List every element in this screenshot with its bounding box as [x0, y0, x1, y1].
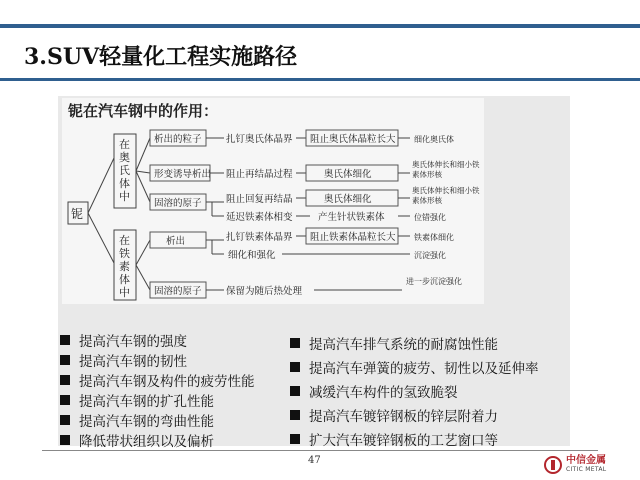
outcome-label: 位错强化 — [414, 213, 446, 222]
bullet-square-icon — [60, 415, 70, 425]
connector-line — [88, 213, 114, 263]
list-item: 提高汽车钢的扩孔性能 — [60, 390, 255, 410]
bullet-square-icon — [290, 338, 300, 348]
result-label: 产生针状铁素体 — [318, 212, 385, 223]
effect-label: 保留为随后热处理 — [226, 286, 303, 297]
list-item: 提高汽车钢及构件的疲劳性能 — [60, 370, 255, 390]
list-item: 提高汽车钢的弯曲性能 — [60, 410, 255, 430]
title-rule — [0, 78, 640, 81]
list-item: 扩大汽车镀锌钢板的工艺窗口等 — [290, 427, 539, 451]
list-item: 提高汽车钢的韧性 — [60, 350, 255, 370]
bullet-square-icon — [60, 335, 70, 345]
bullet-square-icon — [60, 435, 70, 445]
page-number: 47 — [308, 455, 321, 466]
result-label: 阻止铁素体晶粒长大 — [310, 232, 396, 243]
bullet-list-right — [290, 331, 539, 451]
list-item: 提高汽车弹簧的疲劳、韧性以及延伸率 — [290, 355, 539, 379]
connector-line — [88, 158, 114, 213]
logo-text — [566, 455, 606, 474]
cause-label: 固溶的原子 — [154, 198, 202, 209]
bullet-square-icon — [60, 375, 70, 385]
branch-ferrite-label: 在铁素体中 — [119, 234, 130, 299]
cause-label: 析出 — [166, 236, 186, 247]
connector-line — [136, 265, 150, 290]
outcome-label: 铁素体细化 — [414, 233, 454, 242]
effect-label: 延迟铁素体相变 — [226, 212, 293, 223]
effect-label: 扎钉铁素体晶界 — [226, 232, 293, 243]
footer-rule — [42, 450, 598, 451]
connector-line — [136, 138, 150, 171]
bullet-square-icon — [290, 386, 300, 396]
bullet-list-left — [60, 330, 255, 450]
root-label: 铌 — [71, 207, 84, 221]
branch-austenite-label: 在奥氏体中 — [119, 138, 130, 203]
top-accent-bar — [0, 24, 640, 28]
effect-label: 阻止再结晶过程 — [226, 169, 293, 180]
diagram-heading: 铌在汽车钢中的作用： — [68, 102, 219, 120]
list-item: 提高汽车排气系统的耐腐蚀性能 — [290, 331, 539, 355]
outcome-label: 沉淀强化 — [414, 251, 446, 260]
logo-name-cn: 中信金属 — [566, 455, 606, 466]
bullet-square-icon — [290, 410, 300, 420]
result-label: 奥氏体细化 — [324, 194, 372, 205]
cause-label: 析出的粒子 — [154, 134, 202, 145]
list-item: 提高汽车镀锌钢板的锌层附着力 — [290, 403, 539, 427]
cause-label: 形变诱导析出 — [154, 169, 212, 180]
connector-line — [136, 171, 150, 202]
cause-label: 固溶的原子 — [154, 286, 202, 297]
connector-line — [136, 240, 150, 265]
list-item: 减缓汽车构件的氢致脆裂 — [290, 379, 539, 403]
list-item: 降低带状组织以及偏析 — [60, 430, 255, 450]
bullet-square-icon — [60, 355, 70, 365]
effect-label: 阻止回复再结晶 — [226, 194, 293, 205]
outcome-label: 奥氏体伸长和细小铁素体形核 — [412, 160, 480, 179]
bullet-square-icon — [290, 362, 300, 372]
effect-label: 细化和强化 — [228, 250, 276, 261]
niobium-role-diagram — [62, 98, 484, 304]
result-label: 阻止奥氏体晶粒长大 — [310, 134, 396, 145]
logo-name-en: CITIC METAL — [566, 466, 607, 473]
bullet-square-icon — [290, 434, 300, 444]
outcome-label: 奥氏体伸长和细小铁素体形核 — [412, 186, 480, 205]
outcome-label: 细化奥氏体 — [414, 135, 454, 144]
list-item: 提高汽车钢的强度 — [60, 330, 255, 350]
company-logo — [544, 455, 606, 474]
connector-line — [136, 171, 150, 173]
bullet-square-icon — [60, 395, 70, 405]
result-label: 奥氏体细化 — [324, 169, 372, 180]
outcome-label: 进一步沉淀强化 — [406, 277, 462, 286]
citic-logo-icon — [544, 456, 562, 474]
diagram-svg — [62, 98, 484, 304]
slide-title: 3.SUV轻量化工程实施路径 — [24, 44, 298, 70]
effect-label: 扎钉奥氏体晶界 — [226, 134, 293, 145]
